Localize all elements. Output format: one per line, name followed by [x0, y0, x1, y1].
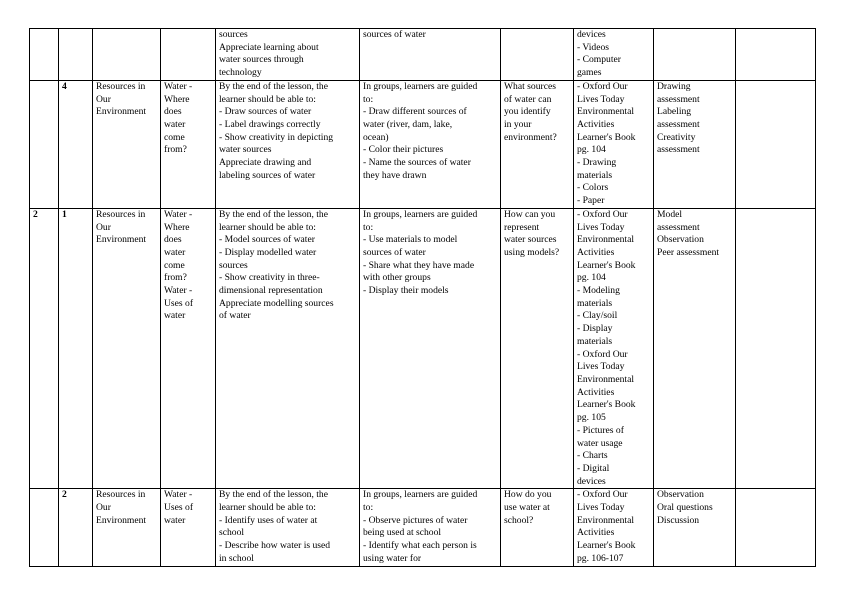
lesson-cell	[59, 489, 93, 566]
cell-text-line: pg. 105	[577, 412, 606, 424]
cell-text-line: being used at school	[363, 527, 442, 539]
cell-text-line: water (river, dam, lake,	[363, 118, 453, 130]
cell-text-line: - Clay/soil	[577, 310, 618, 322]
cell-text-line: in school	[219, 552, 254, 564]
cell-text-line: water usage	[577, 437, 623, 449]
cell-text-line: does	[164, 106, 182, 118]
cell-text-line: Environmental	[577, 514, 635, 526]
cell-text-line: - Colors	[577, 182, 609, 194]
learning-resources-cell	[574, 489, 654, 566]
cell-text-line: materials	[577, 169, 613, 181]
cell-text-line: - Name the sources of water	[363, 157, 471, 169]
week-cell	[30, 208, 59, 488]
cell-text-line: - Show creativity in depicting	[219, 131, 334, 143]
strand-cell	[93, 208, 161, 488]
sub-strand-cell	[161, 29, 216, 81]
week-cell	[30, 489, 59, 566]
cell-text-line: Lives Today	[577, 221, 625, 233]
cell-text-line: Environment	[96, 234, 147, 246]
cell-text-line: water	[164, 310, 186, 322]
cell-text-line: pg. 106-107	[577, 552, 624, 564]
cell-text-line: to:	[363, 221, 374, 233]
assessment-cell	[654, 489, 736, 566]
learning-outcomes-cell	[216, 29, 360, 81]
cell-text-line: from?	[164, 144, 187, 156]
learning-experiences-cell	[360, 489, 501, 566]
cell-text-line: In groups, learners are guided	[363, 80, 478, 92]
cell-text-line: - Digital	[577, 462, 610, 474]
cell-text-line: - Display their models	[363, 285, 449, 297]
cell-text-line: Activities	[577, 246, 615, 258]
cell-text-line: - Label drawings correctly	[219, 118, 321, 130]
cell-text-line: Environment	[96, 514, 147, 526]
cell-text-line: Learner's Book	[577, 540, 636, 552]
cell-text-line: - Identify uses of water at	[219, 514, 318, 526]
cell-text-line: with other groups	[363, 272, 431, 284]
cell-text: 2	[62, 489, 67, 501]
learning-experiences-cell	[360, 208, 501, 488]
learning-resources-cell	[574, 80, 654, 208]
cell-text-line: Lives Today	[577, 93, 625, 105]
cell-text-line: come	[164, 131, 185, 143]
cell-text-line: dimensional representation	[219, 285, 323, 297]
cell-text-line: - Identify what each person is	[363, 540, 477, 552]
cell-text-line: to:	[363, 502, 374, 514]
cell-text-line: sources of water	[363, 246, 426, 258]
cell-text-line: learner should be able to:	[219, 93, 316, 105]
cell-text-line: Learner's Book	[577, 131, 636, 143]
strand-cell	[93, 29, 161, 81]
strand-cell	[93, 80, 161, 208]
cell-text-line: to:	[363, 93, 374, 105]
cell-text-line: Creativity	[657, 131, 696, 143]
cell-text-line: water	[164, 514, 186, 526]
cell-text-line: sources	[219, 259, 248, 271]
learning-outcomes-cell	[216, 208, 360, 488]
cell-text-line: assessment	[657, 118, 700, 130]
cell-text-line: Model	[657, 208, 683, 220]
cell-text-line: water sources	[219, 144, 272, 156]
lesson-cell	[59, 80, 93, 208]
cell-text-line: Environmental	[577, 373, 635, 385]
cell-text-line: - Draw different sources of	[363, 106, 467, 118]
cell-text-line: Learner's Book	[577, 399, 636, 411]
cell-text-line: - Computer	[577, 54, 621, 66]
learning-outcomes-cell	[216, 80, 360, 208]
cell-text-line: In groups, learners are guided	[363, 489, 478, 501]
cell-text-line: Uses of	[164, 502, 194, 514]
cell-text-line: - Use materials to model	[363, 234, 458, 246]
cell-text-line: By the end of the lesson, the	[219, 80, 328, 92]
cell-text-line: - Describe how water is used	[219, 540, 331, 552]
cell-text-line: Activities	[577, 118, 615, 130]
cell-text-line: games	[577, 67, 602, 79]
cell-text-line: Our	[96, 502, 111, 514]
cell-text-line: assessment	[657, 93, 700, 105]
assessment-cell	[654, 80, 736, 208]
scheme-of-work-table	[29, 28, 816, 567]
cell-text-line: Where	[164, 221, 190, 233]
cell-text-line: devices	[577, 29, 606, 40]
key-inquiry-question-cell	[501, 208, 574, 488]
cell-text-line: Our	[96, 221, 111, 233]
cell-text-line: Uses of	[164, 297, 194, 309]
cell-text-line: Appreciate learning about	[219, 41, 319, 53]
cell-text-line: - Oxford Our	[577, 348, 628, 360]
lesson-cell	[59, 208, 93, 488]
cell-text-line: pg. 104	[577, 144, 606, 156]
cell-text-line: - Oxford Our	[577, 489, 628, 501]
cell-text-line: school?	[504, 514, 534, 526]
cell-text-line: - Draw sources of water	[219, 106, 312, 118]
key-inquiry-question-cell	[501, 489, 574, 566]
cell-text-line: Appreciate drawing and	[219, 157, 312, 169]
cell-text-line: represent	[504, 221, 540, 233]
remarks-cell	[736, 80, 816, 208]
cell-text-line: ocean)	[363, 131, 389, 143]
key-inquiry-question-cell	[501, 29, 574, 81]
cell-text-line: water sources through	[219, 54, 304, 66]
cell-text-line: - Share what they have made	[363, 259, 475, 271]
cell-text-line: Lives Today	[577, 502, 625, 514]
cell-text-line: sources	[219, 29, 248, 40]
cell-text-line: of water can	[504, 93, 552, 105]
strand-cell	[93, 489, 161, 566]
lesson-cell	[59, 29, 93, 81]
remarks-cell	[736, 208, 816, 488]
cell-text-line: Observation	[657, 234, 704, 246]
key-inquiry-question-cell	[501, 80, 574, 208]
cell-text-line: use water at	[504, 502, 550, 514]
cell-text-line: from?	[164, 272, 187, 284]
cell-text-line: using water for	[363, 552, 422, 564]
cell-text: 1	[62, 208, 67, 220]
cell-text-line: materials	[577, 297, 613, 309]
cell-text-line: pg. 104	[577, 272, 606, 284]
cell-text-line: What sources	[504, 80, 556, 92]
cell-text-line: - Color their pictures	[363, 144, 444, 156]
cell-text-line: How do you	[504, 489, 552, 501]
cell-text-line: - Videos	[577, 41, 610, 53]
cell-text-line: Where	[164, 93, 190, 105]
cell-text-line: come	[164, 259, 185, 271]
cell-text-line: Activities	[577, 386, 615, 398]
cell-text-line: - Display modelled water	[219, 246, 317, 258]
cell-text-line: they have drawn	[363, 169, 427, 181]
cell-text-line: Resources in	[96, 208, 146, 220]
cell-text-line: Environmental	[577, 234, 635, 246]
cell-text-line: Appreciate modelling sources	[219, 297, 334, 309]
assessment-cell	[654, 29, 736, 81]
cell-text-line: How can you	[504, 208, 556, 220]
week-cell	[30, 29, 59, 81]
cell-text-line: materials	[577, 335, 613, 347]
cell-text-line: - Display	[577, 323, 613, 335]
cell-text-line: - Charts	[577, 450, 608, 462]
cell-text-line: Drawing	[657, 80, 691, 92]
cell-text-line: By the end of the lesson, the	[219, 208, 328, 220]
cell-text-line: does	[164, 234, 182, 246]
cell-text-line: - Paper	[577, 195, 605, 207]
cell-text: 4	[62, 80, 67, 92]
cell-text-line: assessment	[657, 144, 700, 156]
learning-experiences-cell	[360, 80, 501, 208]
sub-strand-cell	[161, 80, 216, 208]
cell-text-line: using models?	[504, 246, 560, 258]
cell-text-line: learner should be able to:	[219, 221, 316, 233]
cell-text-line: By the end of the lesson, the	[219, 489, 328, 501]
cell-text-line: In groups, learners are guided	[363, 208, 478, 220]
cell-text-line: Learner's Book	[577, 259, 636, 271]
cell-text-line: sources of water	[363, 29, 426, 40]
cell-text-line: Water -	[164, 285, 193, 297]
cell-text-line: Labeling	[657, 106, 692, 118]
remarks-cell	[736, 489, 816, 566]
cell-text-line: assessment	[657, 221, 700, 233]
learning-resources-cell	[574, 208, 654, 488]
cell-text-line: - Model sources of water	[219, 234, 315, 246]
cell-text-line: of water	[219, 310, 251, 322]
remarks-cell	[736, 29, 816, 81]
cell-text-line: school	[219, 527, 245, 539]
cell-text-line: Oral questions	[657, 502, 713, 514]
cell-text-line: Peer assessment	[657, 246, 720, 258]
cell-text-line: Water -	[164, 208, 193, 220]
cell-text-line: water	[164, 246, 186, 258]
table-row	[30, 29, 816, 81]
learning-outcomes-cell	[216, 489, 360, 566]
table-body	[30, 29, 816, 567]
cell-text-line: technology	[219, 67, 262, 79]
cell-text-line: - Oxford Our	[577, 208, 628, 220]
cell-text-line: Water -	[164, 489, 193, 501]
cell-text-line: labeling sources of water	[219, 169, 316, 181]
cell-text-line: - Observe pictures of water	[363, 514, 468, 526]
cell-text-line: you identify	[504, 106, 551, 118]
cell-text-line: water	[164, 118, 186, 130]
cell-text-line: Resources in	[96, 80, 146, 92]
cell-text-line: learner should be able to:	[219, 502, 316, 514]
sub-strand-cell	[161, 489, 216, 566]
table-row	[30, 80, 816, 208]
cell-text-line: water sources	[504, 234, 557, 246]
assessment-cell	[654, 208, 736, 488]
cell-text-line: Activities	[577, 527, 615, 539]
cell-text-line: Resources in	[96, 489, 146, 501]
cell-text-line: environment?	[504, 131, 557, 143]
cell-text-line: devices	[577, 475, 606, 487]
cell-text-line: Our	[96, 93, 111, 105]
cell-text: 2	[33, 208, 38, 220]
learning-experiences-cell	[360, 29, 501, 81]
cell-text-line: - Oxford Our	[577, 80, 628, 92]
cell-text-line: Environment	[96, 106, 147, 118]
week-cell	[30, 80, 59, 208]
table-row	[30, 489, 816, 566]
cell-text-line: - Pictures of	[577, 424, 624, 436]
sub-strand-cell	[161, 208, 216, 488]
cell-text-line: - Drawing	[577, 157, 617, 169]
cell-text-line: - Modeling	[577, 285, 620, 297]
learning-resources-cell	[574, 29, 654, 81]
cell-text-line: Observation	[657, 489, 704, 501]
cell-text-line: in your	[504, 118, 532, 130]
cell-text-line: Environmental	[577, 106, 635, 118]
cell-text-line: - Show creativity in three-	[219, 272, 320, 284]
cell-text-line: Lives Today	[577, 361, 625, 373]
cell-text-line: Discussion	[657, 514, 700, 526]
table-row	[30, 208, 816, 488]
cell-text-line: Water -	[164, 80, 193, 92]
